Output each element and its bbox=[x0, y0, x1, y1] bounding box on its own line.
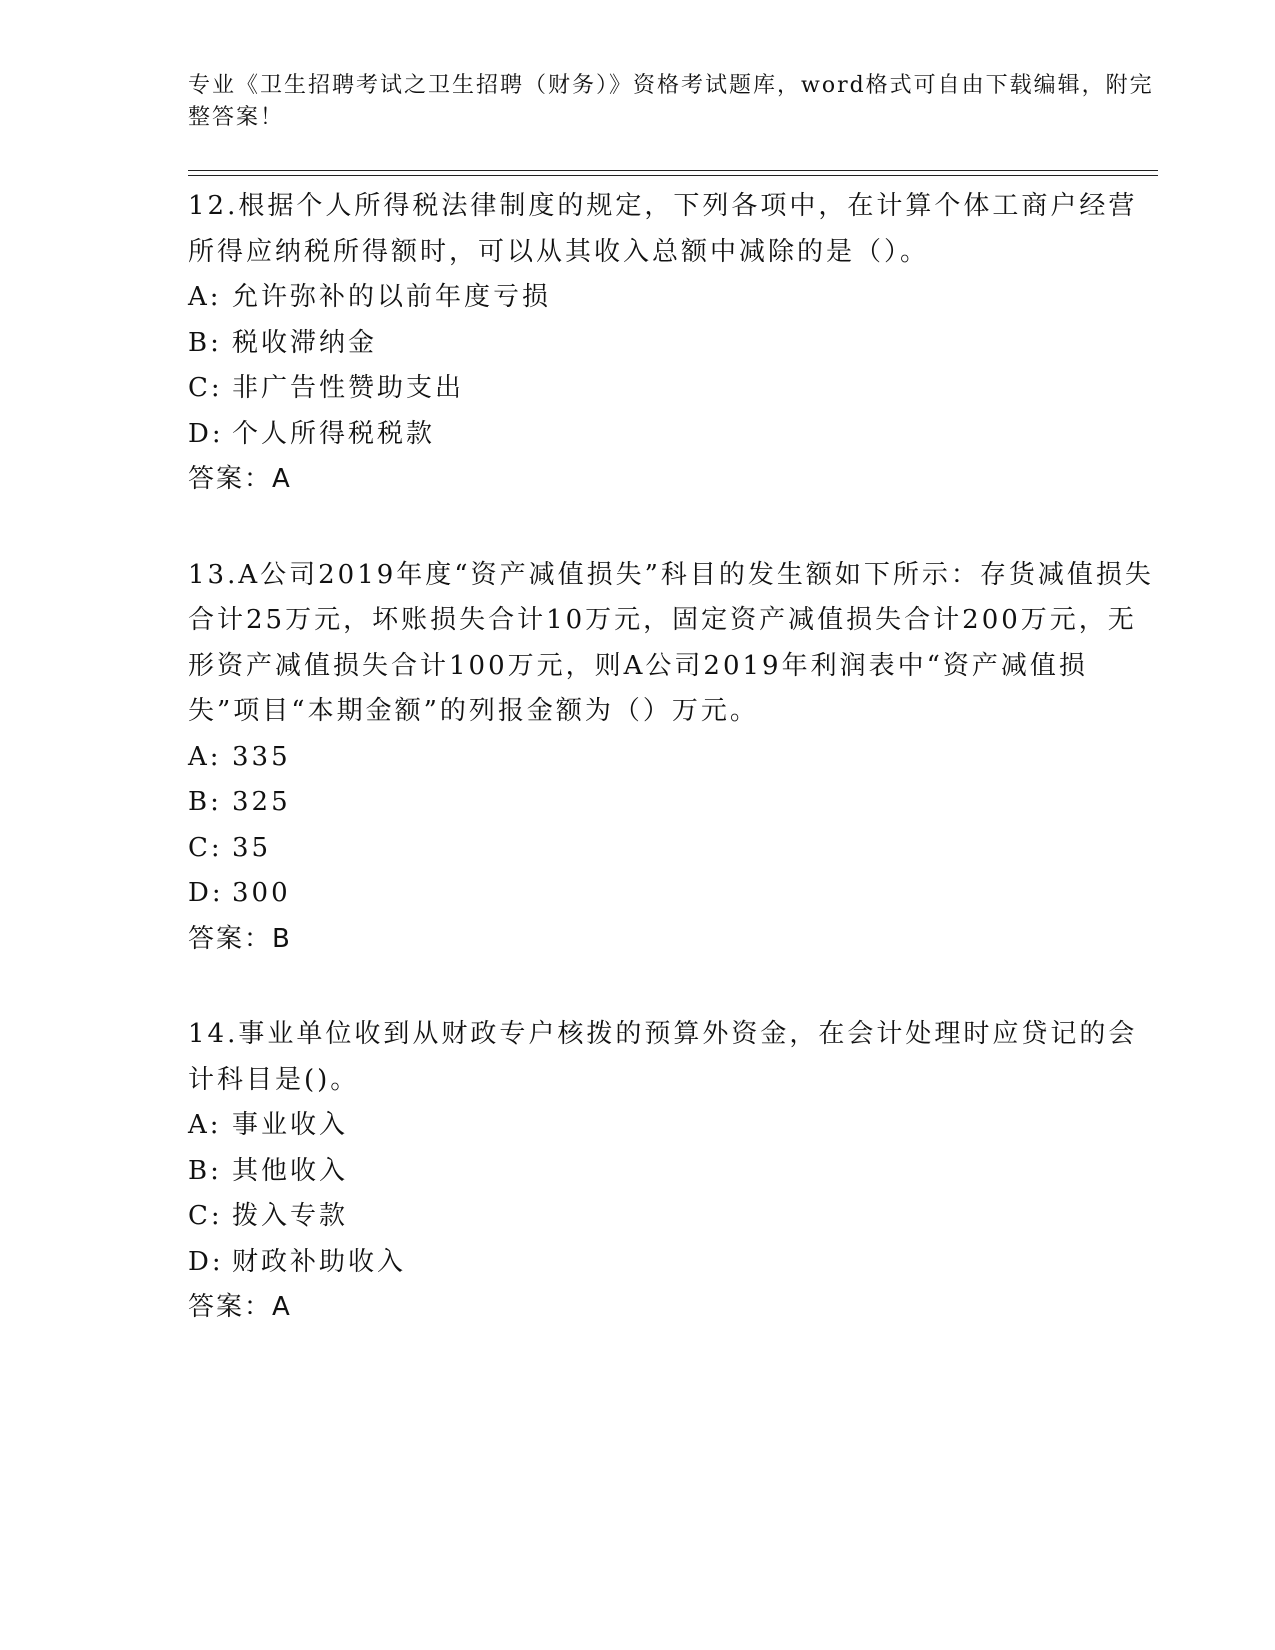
option-d bbox=[188, 412, 1158, 458]
option-letter: C: bbox=[188, 1201, 223, 1231]
option-text: 35 bbox=[232, 832, 272, 863]
option-d bbox=[188, 871, 1158, 917]
option-a bbox=[188, 735, 1158, 781]
option-letter: C: bbox=[188, 373, 223, 403]
answer-line: 答案：A bbox=[188, 1292, 292, 1322]
option-text: 财政补助收入 bbox=[232, 1246, 407, 1277]
option-letter: B: bbox=[188, 327, 222, 358]
answer-line: 答案：A bbox=[188, 464, 292, 494]
question-stem: 13.A公司2019年度“资产减值损失”科目的发生额如下所示：存货减值损失合计25万元，坏账损失合计10万元，固定资产减值损失合计200万元，无形资产减值损失合计100万元，则A公司2019年利润表中“资产减值损失”项目“本期金额”的列报金额为（）万元。 bbox=[188, 559, 1154, 726]
option-letter: D: bbox=[188, 1246, 224, 1277]
header-divider bbox=[188, 170, 1158, 176]
option-text: 允许弥补的以前年度亏损 bbox=[232, 282, 552, 312]
option-b bbox=[188, 780, 1158, 826]
option-c bbox=[188, 826, 1158, 872]
option-text: 300 bbox=[232, 878, 291, 908]
question-13 bbox=[188, 553, 1158, 963]
option-text: 其他收入 bbox=[232, 1155, 349, 1186]
option-d bbox=[188, 1240, 1158, 1286]
option-letter: C: bbox=[188, 832, 223, 863]
option-a bbox=[188, 275, 1158, 321]
option-letter: B: bbox=[188, 1155, 222, 1186]
option-c bbox=[188, 366, 1158, 412]
option-letter: D: bbox=[188, 418, 224, 449]
question-14 bbox=[188, 1012, 1158, 1331]
option-text: 事业收入 bbox=[232, 1110, 349, 1140]
option-text: 335 bbox=[232, 741, 291, 772]
option-text: 个人所得税税款 bbox=[232, 418, 436, 449]
option-letter: A: bbox=[188, 1110, 222, 1140]
option-letter: B: bbox=[188, 787, 222, 817]
option-text: 325 bbox=[232, 787, 291, 817]
option-text: 拨入专款 bbox=[232, 1201, 349, 1231]
document-page bbox=[188, 70, 1158, 1331]
option-b bbox=[188, 1149, 1158, 1195]
option-letter: A: bbox=[188, 282, 222, 312]
option-text: 非广告性赞助支出 bbox=[232, 373, 465, 403]
option-b bbox=[188, 321, 1158, 367]
option-letter: A: bbox=[188, 741, 222, 772]
answer-line: 答案：B bbox=[188, 923, 292, 954]
question-12 bbox=[188, 184, 1158, 503]
option-text: 税收滞纳金 bbox=[232, 327, 378, 358]
question-stem: 12.根据个人所得税法律制度的规定，下列各项中，在计算个体工商户经营所得应纳税所得额时，可以从其收入总额中减除的是（）。 bbox=[188, 191, 1138, 267]
option-letter: D: bbox=[188, 878, 224, 908]
question-stem: 14.事业单位收到从财政专户核拨的预算外资金，在会计处理时应贷记的会计科目是()。 bbox=[188, 1019, 1138, 1095]
option-c bbox=[188, 1194, 1158, 1240]
document-header: 专业《卫生招聘考试之卫生招聘（财务）》资格考试题库，word格式可自由下载编辑，附完整答案！ bbox=[188, 73, 1154, 130]
option-a bbox=[188, 1103, 1158, 1149]
